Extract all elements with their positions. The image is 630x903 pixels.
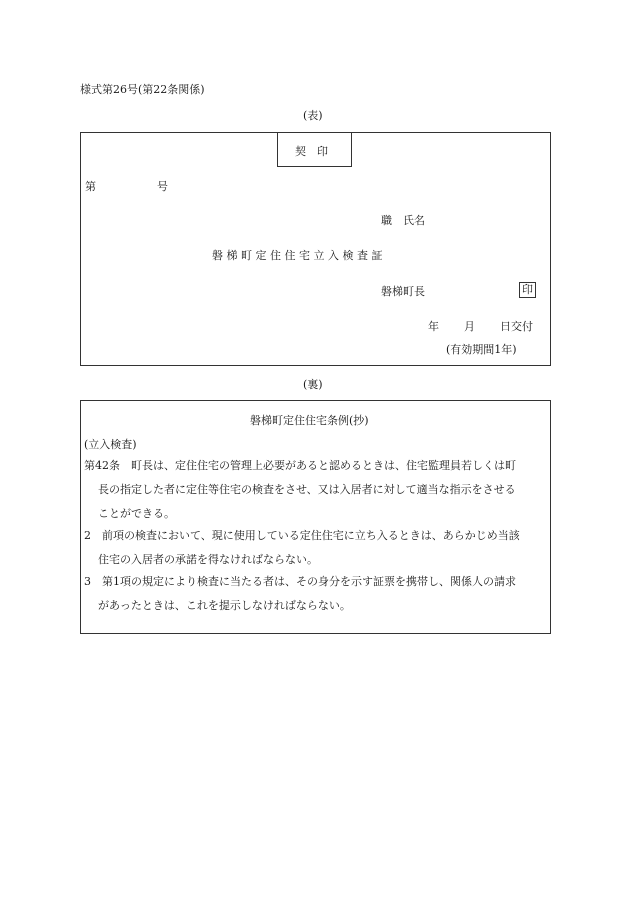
mayor-title: 磐梯町長 <box>381 285 425 298</box>
article-42 <box>84 454 550 526</box>
form-number: 様式第26号(第22条関係) <box>80 83 205 96</box>
seal-mark <box>519 282 536 298</box>
article-42-line-2: 長の指定した者に定住等住宅の検査をさせ、又は入居者に対して適当な指示をさせる <box>98 483 516 496</box>
date-month: 月 <box>464 320 475 333</box>
item-2 <box>84 524 550 572</box>
validity-period: (有効期間1年) <box>446 343 517 356</box>
item-2-line-1: 2 前項の検査において、現に使用している定住住宅に立ち入るときは、あらかじめ当該 <box>84 529 520 542</box>
section-heading: (立入検査) <box>84 438 137 451</box>
article-42-line-3: ことができる。 <box>98 507 175 520</box>
date-year: 年 <box>428 320 439 333</box>
front-label: (表) <box>303 109 323 122</box>
seal-mark-text: 印 <box>519 282 536 298</box>
item-3 <box>84 570 550 618</box>
number-prefix: 第 <box>85 180 96 193</box>
seal-box-label: 契 印 <box>295 145 328 158</box>
item-2-line-2: 住宅の入居者の承諾を得なければならない。 <box>98 553 318 566</box>
official-name: 職 氏名 <box>381 214 425 227</box>
date-day: 日交付 <box>500 320 533 333</box>
item-3-line-1: 3 第1項の規定により検査に当たる者は、その身分を示す証票を携帯し、関係人の請求 <box>84 575 516 588</box>
back-label: (裏) <box>303 378 323 391</box>
ordinance-title: 磐梯町定住住宅条例(抄) <box>250 414 369 427</box>
certificate-title: 磐 梯 町 定 住 住 宅 立 入 検 査 証 <box>212 249 383 262</box>
number-suffix: 号 <box>157 180 168 193</box>
item-3-line-2: があったときは、これを提示しなければならない。 <box>98 599 351 612</box>
article-42-line-1: 第42条 町長は、定住住宅の管理上必要があると認めるときは、住宅監理員若しくは町 <box>84 459 516 472</box>
